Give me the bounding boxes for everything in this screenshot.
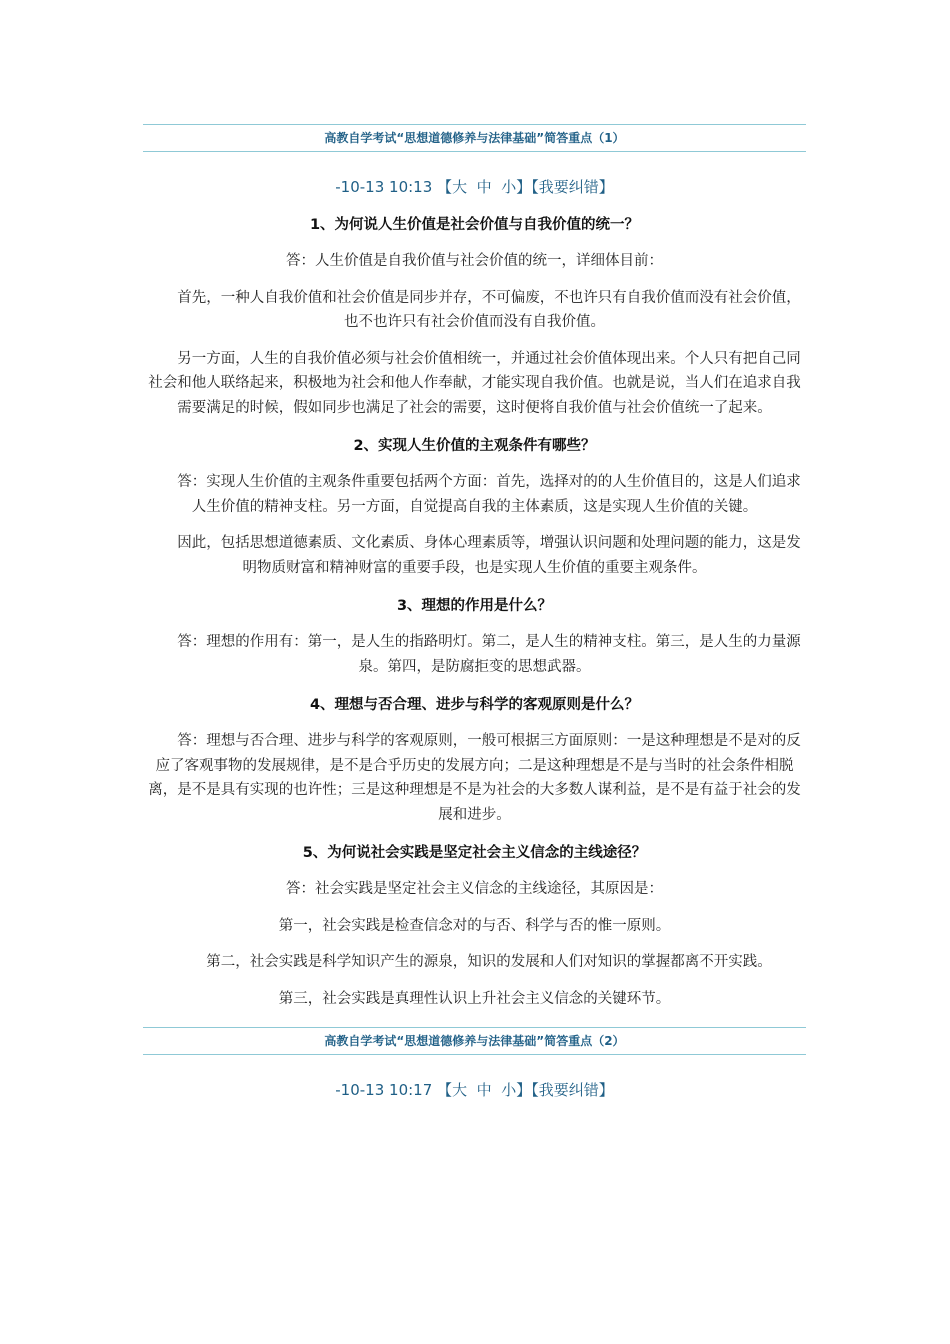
question-heading: 1、为何说人生价值是社会价值与自我价值的统一？ <box>309 217 640 233</box>
answer-paragraph: 答：实现人生价值的主观条件重要包括两个方面：首先，选择对的的人生价值目的，这是人们追求人生价值的精神支柱。另一方面，自觉提高自我的主体素质，这是实现人生价值的关键。 <box>177 474 801 515</box>
font-size-large-link[interactable]: 大 <box>452 178 468 196</box>
question-heading: 4、理想与否合理、进步与科学的客观原则是什么？ <box>309 697 640 713</box>
answer-paragraph: 第三，社会实践是真理性认识上升社会主义信念的关键环节。 <box>278 990 671 1007</box>
document-page <box>143 124 806 1100</box>
article-meta <box>143 177 806 197</box>
divider <box>143 151 806 152</box>
font-size-bracket-close: 】 <box>516 178 532 196</box>
font-size-small-link[interactable]: 小 <box>501 178 517 196</box>
answer-paragraph: 另一方面，人生的自我价值必须与社会价值相统一，并通过社会价值体现出来。个人只有把自己同社会和他人联络起来，积极地为社会和他人作奉献，才能实现自我价值。也就是说，当人们在追求自我需要满足的时候，假如同步也满足了社会的需要，这时便将自我价值与社会价值统一了起来。 <box>148 350 801 416</box>
question-heading: 5、为何说社会实践是坚定社会主义信念的主线途径？ <box>302 845 647 861</box>
answer-paragraph: 答：社会实践是坚定社会主义信念的主线途径，其原因是： <box>286 881 663 897</box>
answer-paragraph: 答：理想的作用有：第一，是人生的指路明灯。第二，是人生的精神支柱。第三，是人生的力量源泉。第四，是防腐拒变的思想武器。 <box>177 634 801 675</box>
question-heading: 2、实现人生价值的主观条件有哪些？ <box>353 438 596 454</box>
article-title: 高教自学考试“思想道德修养与法律基础”简答重点（2） <box>324 1034 625 1048</box>
font-size-bracket-open: 【 <box>437 1081 453 1099</box>
question-heading: 3、理想的作用是什么？ <box>396 598 553 614</box>
answer-paragraph: 答：理想与否合理、进步与科学的客观原则，一般可根据三方面原则：一是这种理想是不是对的反应了客观事物的发展规律，是不是合乎历史的发展方向；二是这种理想是不是与当时的社会条件相脱离，是不是具有实现的也许性；三是这种理想是不是为社会的大多数人谋利益，是不是有益于社会的发展和进步。 <box>148 733 801 823</box>
article-meta <box>143 1080 806 1100</box>
answer-paragraph: 因此，包括思想道德素质、文化素质、身体心理素质等，增强认识问题和处理问题的能力，这是发明物质财富和精神财富的重要手段，也是实现人生价值的重要主观条件。 <box>177 535 801 576</box>
report-error-link[interactable]: 【我要纠错】 <box>531 178 614 196</box>
answer-paragraph: 首先，一种人自我价值和社会价值是同步并存，不可偏废，不也许只有自我价值而没有社会价值，也不也许只有社会价值而没有自我价值。 <box>177 289 801 330</box>
answer-paragraph: 第二，社会实践是科学知识产生的源泉，知识的发展和人们对知识的掌握都离不开实践。 <box>206 954 772 970</box>
answer-paragraph: 答：人生价值是自我价值与社会价值的统一，详细体目前： <box>286 253 663 269</box>
answer-paragraph: 第一，社会实践是检查信念对的与否、科学与否的惟一原则。 <box>278 917 671 934</box>
font-size-bracket-close: 】 <box>516 1081 532 1099</box>
font-size-medium-link[interactable]: 中 <box>476 1081 492 1099</box>
article-title: 高教自学考试“思想道德修养与法律基础”简答重点（1） <box>324 131 625 145</box>
font-size-bracket-open: 【 <box>437 178 453 196</box>
font-size-medium-link[interactable]: 中 <box>476 178 492 196</box>
publish-date: -10-13 10:17 <box>335 1081 433 1099</box>
report-error-link[interactable]: 【我要纠错】 <box>531 1081 614 1099</box>
divider <box>143 1054 806 1055</box>
font-size-small-link[interactable]: 小 <box>501 1081 517 1099</box>
publish-date: -10-13 10:13 <box>335 178 433 196</box>
font-size-large-link[interactable]: 大 <box>452 1081 468 1099</box>
